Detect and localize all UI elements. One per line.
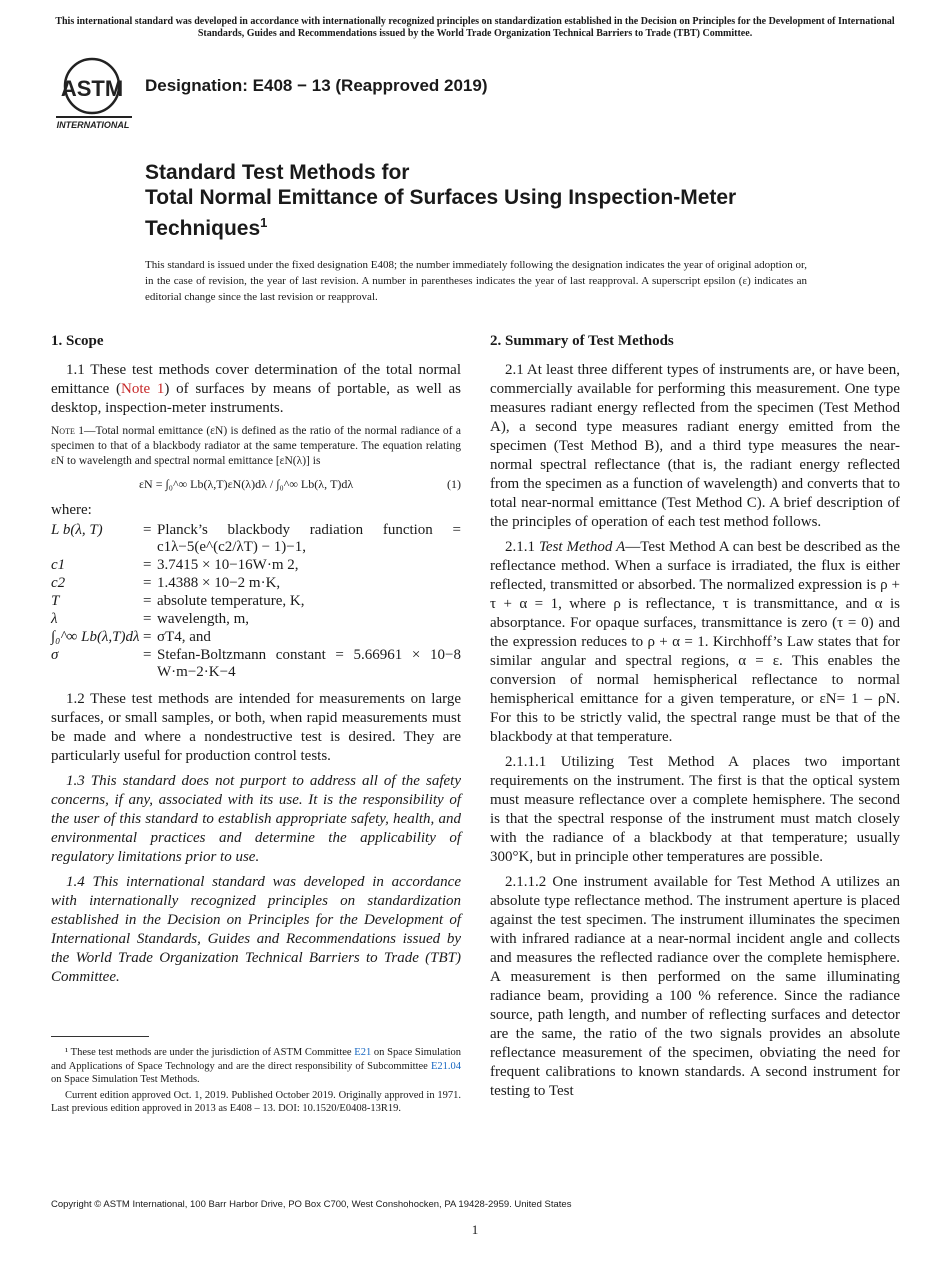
footnote-1: ¹ These test methods are under the jurisdiction of ASTM Committee E21 on Space Simulation and Applications of Space Technology and are the direct responsibility of Subcommittee E21.04 on Space Simulation Test Methods. [51, 1047, 461, 1085]
definition-symbol: L b(λ, T) [51, 522, 103, 538]
logo-subtext: INTERNATIONAL [56, 120, 130, 130]
designation: Designation: E408 − 13 (Reapproved 2019) [145, 76, 488, 95]
left-column [51, 332, 461, 993]
where-label: where: [51, 502, 92, 518]
definition-symbol: λ [51, 611, 58, 627]
definition-equals: = [143, 647, 152, 663]
page-number: 1 [471, 1222, 479, 1237]
definition-symbol: ∫₀^∞ Lb(λ,T)dλ [51, 629, 140, 645]
definitions-table [51, 522, 461, 682]
committee-e21-link[interactable]: E21 [354, 1047, 372, 1058]
definition-equals: = [143, 611, 152, 627]
definition-text: wavelength, m, [157, 611, 250, 627]
equation-number: (1) [447, 477, 461, 491]
definition-text: σT4, and [157, 629, 211, 645]
top-note: This international standard was developed in accordance with internationally recognized principles on standardization established in the Decision on Principles for the Development of International Standards, Guides and Recommendations issued by the World Trade Organization Technical Barriers to Trade (TBT) Committee. [55, 16, 895, 39]
definition-text: Stefan-Boltzmann constant = 5.66961 × 10−8 W·m−2·K−4 [157, 647, 461, 680]
definition-row [51, 611, 461, 629]
definition-equals: = [143, 575, 152, 591]
logo-letters: ASTM [60, 76, 124, 101]
paragraph-1-2: 1.2 These test methods are intended for measurements on large surfaces, or small samples, or both, when rapid measurements must be made and where a nondestructive test is desired. They are particularly useful for production control tests. [51, 691, 461, 764]
definition-symbol: c1 [51, 557, 66, 573]
note-1-link[interactable]: Note 1 [121, 381, 165, 397]
intro-paragraph: This standard is issued under the fixed designation E408; the number immediately following the designation indicates the year of original adoption or, in the case of revision, the year of last revision. A number in parentheses indicates the year of last reapproval. A superscript epsilon (ε) indicates an editorial change since the last revision or reapproval. [145, 259, 807, 303]
paragraph-1-3: 1.3 This standard does not purport to address all of the safety concerns, if any, associated with its use. It is the responsibility of the user of this standard to establish appropriate safety, health, and environmental practices and determine the applicability of regulatory limitations prior to use. [51, 773, 461, 865]
definition-symbol: T [51, 593, 60, 609]
definition-row [51, 557, 461, 575]
definition-equals: = [143, 522, 152, 538]
definition-symbol: c2 [51, 575, 66, 591]
definition-text: 1.4388 × 10−2 m·K, [157, 575, 281, 591]
paragraph-2-1-1: 2.1.1 Test Method A—Test Method A can best be described as the reflectance method. When a surface is irradiated, the flux is either reflected, transmitted or absorbed. The normalized expression is ρ + τ + α = 1, where ρ is reflectance, τ is transmittance, and α is absorptance. For opaque surfaces, transmittance is zero (τ = 0) and the expression reduces to ρ + α = 1. Kirchhoff’s Law states that for similar angular and spectral regions, α = ε. This enables the conversion of normal hemispherical reflectance to normal hemispherical emittance for a given temperature, or εN= 1 – ρN. For this to be strictly valid, the spectral range must be that of the blackbody at that temperature. [490, 539, 901, 745]
definition-row [51, 575, 461, 593]
definition-text: Planck’s blackbody radiation function = c1λ−5(e^(c2/λT) − 1)−1, [157, 522, 461, 555]
footnote-edition: Current edition approved Oct. 1, 2019. Published October 2019. Originally approved in 1971. Last previous edition approved in 2013 as E408 – 13. DOI: 10.1520/E0408-13R19. [51, 1089, 461, 1114]
definition-text: absolute temperature, K, [157, 593, 305, 609]
astm-logo [52, 56, 134, 132]
title-line-3: Techniques$^1$ [145, 215, 268, 240]
footnote [51, 1046, 461, 1118]
right-column [490, 332, 900, 1107]
definition-row [51, 593, 461, 611]
title-line-2: Total Normal Emittance of Surfaces Using Inspection-Meter [145, 186, 737, 209]
definition-equals: = [143, 593, 152, 609]
paragraph-1-4: 1.4 This international standard was developed in accordance with internationally recognized principles on standardization established in the Decision on Principles for the Development of International Standards, Guides and Recommendations issued by the World Trade Organization Technical Barriers to Trade (TBT) Committee. [51, 874, 461, 985]
definition-equals: = [143, 629, 152, 645]
definition-symbol: σ [51, 647, 59, 663]
equation-expression: εN = ∫₀^∞ Lb(λ,T)εN(λ)dλ / ∫₀^∞ Lb(λ, T)dλ [139, 477, 354, 491]
equation-1 [51, 473, 461, 497]
footnote-divider [51, 1036, 149, 1037]
copyright: Copyright © ASTM International, 100 Barr Harbor Drive, PO Box C700, West Conshohocken, PA 19428-2959. United States [51, 1199, 572, 1210]
definition-row [51, 647, 461, 682]
paragraph-1-1: 1.1 These test methods cover determination of the total normal emittance (Note 1) of surfaces by means of portable, as well as desktop, inspection-meter instruments. [51, 362, 461, 416]
definition-row [51, 629, 461, 647]
section-heading-summary: 2. Summary of Test Methods [490, 333, 674, 349]
note-1 [51, 424, 461, 469]
paragraph-2-1: 2.1 At least three different types of instruments are, or have been, commercially available for performing this measurement. One type measures radiant energy reflected from the specimen (Test Method A), a second type measures radiant energy emitted from the specimen (Test Method B), and a third type measures the near-normal spectral reflectance (that is, the radiant energy reflected from the specimen as a function of wavelength) and converts that to total near-normal emittance (Test Method C). A brief description of the principles of operation of each test method follows. [490, 362, 900, 530]
definition-equals: = [143, 557, 152, 573]
document-title [145, 160, 845, 241]
section-heading-scope: 1. Scope [51, 333, 104, 349]
title-line-1: Standard Test Methods for [145, 161, 410, 184]
title-footnote-mark: 1 [260, 215, 268, 230]
paragraph-2-1-1-2: 2.1.1.2 One instrument available for Test Method A utilizes an absolute type reflectance method. The instrument aperture is placed against the test specimen. The instrument illuminates the specimen with infrared radiance at a near-normal incident angle and collects and measures the reflected radiance over the complete hemisphere. A measurement is then performed on the same illuminating radiance beam, providing a 100 % reference. Since the radiance source, path length, and number of reflecting surfaces and detector are the same, the ratio of the two signals provides an absolute reflectance measurement of the specimen, obviating the need for frequent calibrations to known standards. A second instrument for testing to Test [490, 874, 900, 1099]
note-label: Note 1 [51, 425, 84, 437]
definition-row [51, 522, 461, 557]
test-method-a-label: Test Method A [538, 539, 626, 555]
paragraph-2-1-1-1: 2.1.1.1 Utilizing Test Method A places two important requirements on the instrument. The first is that the optical system must measure reflectance over a complete hemisphere. The second is that the spectral response of the instrument must match closely with the radiance of a blackbody at that temperature; usually 300°K, but in principle other temperatures are possible. [490, 754, 900, 865]
definition-text: 3.7415 × 10−16W·m 2, [157, 557, 299, 573]
note-text: —Total normal emittance (εN) is defined as the ratio of the normal radiance of a specimen to that of a blackbody radiator at the same temperature. The equation relating εN to wavelength and spectral normal emittance [εN(λ)] is [51, 425, 461, 467]
subcommittee-e21-04-link[interactable]: E21.04 [430, 1060, 461, 1072]
